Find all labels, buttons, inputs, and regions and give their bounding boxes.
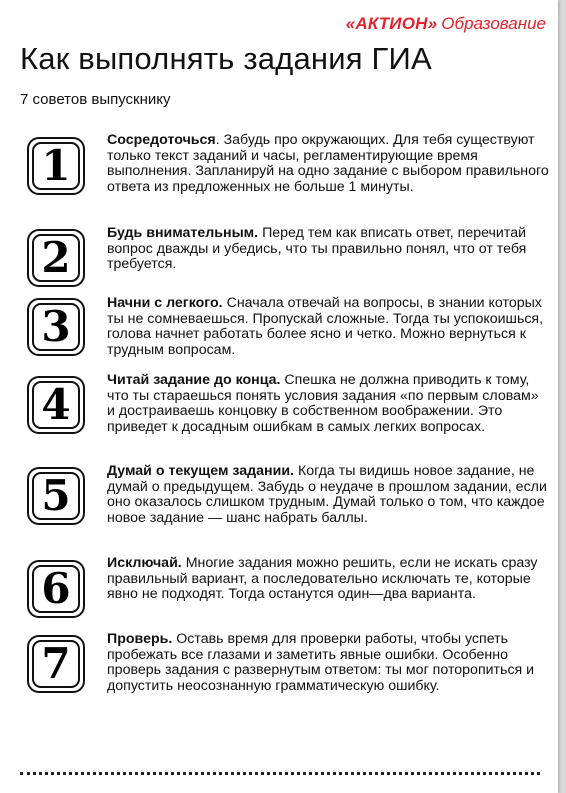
tip-body: . Забудь про окружающих. Для тебя существуют только текст заданий и часы, регламентирующие время выполнения. Запланируй на одно задание с выбором правильного ответа из предложенных не больше 1 минуты.	[107, 132, 549, 195]
tip-number: 2	[32, 234, 80, 282]
tip-body: Сначала отвечай на вопросы, в знании которых ты не сомневаешься. Пропускай сложные. Тогда ты успокоишься, голова начнет работать более ясно и четко. Можно вернуться к трудным вопросам.	[107, 295, 544, 358]
tip-number-badge	[27, 560, 85, 618]
tip-body: Оставь время для проверки работы, чтобы успеть пробежать все глазами и заметить явные ошибки. Особенно проверь задания с развернутым ответом: ты мог поторопиться и допустить неосознанную грамматическую ошибку.	[107, 631, 535, 694]
tip-body: Спешка не должна приводить к тому, что ты стараешься понять условия задания «по первым словам» и достраиваешь концовку в собственном воображении. Это приведет к досадным ошибкам в самых легких вопросах.	[107, 372, 539, 435]
tip-text	[107, 226, 550, 273]
tip-text	[107, 556, 550, 603]
tip-text	[107, 296, 550, 358]
tip-number: 1	[32, 142, 80, 190]
tip-heading: Будь внимательным.	[107, 225, 259, 241]
brand-logo-name: «АКТИОН»	[345, 14, 438, 33]
tip-heading: Думай о текущем задании.	[107, 463, 295, 479]
tip-text	[107, 464, 550, 526]
dotted-divider	[20, 772, 540, 775]
tip-number: 5	[32, 472, 80, 520]
brand-logo	[346, 14, 546, 34]
tip-number: 3	[32, 303, 80, 351]
tip-text	[107, 373, 550, 435]
tip-number-badge	[27, 229, 85, 287]
tip-heading: Проверь.	[107, 631, 173, 647]
brand-section: Образование	[441, 14, 546, 33]
tip-number-badge	[27, 376, 85, 434]
tip-number-badge	[27, 467, 85, 525]
tip-heading: Читай задание до конца.	[107, 372, 281, 388]
tip-number-badge	[27, 298, 85, 356]
tip-body: Перед тем как вписать ответ, перечитай вопрос дважды и убедись, что ты правильно понял, что от тебя требуется.	[107, 225, 527, 273]
tip-body: Когда ты видишь новое задание, не думай о предыдущем. Забудь о неудаче в прошлом задании, если оно оказалось слишком трудным. Думай только о том, что каждое новое задание — шанс набрать баллы.	[107, 463, 547, 526]
tip-number: 7	[32, 640, 80, 688]
tip-heading: Начни с легкого.	[107, 295, 223, 311]
tip-heading: Сосредоточься	[107, 132, 216, 148]
page-title: Как выполнять задания ГИА	[20, 41, 432, 76]
tip-number: 4	[32, 381, 80, 429]
tip-number-badge	[27, 137, 85, 195]
tip-body: Многие задания можно решить, если не искать сразу правильный вариант, а последовательно исключать те, которые явно не подходят. Тогда останутся один—два варианта.	[107, 555, 538, 603]
tip-text	[107, 133, 550, 195]
page-subtitle: 7 советов выпускнику	[20, 91, 171, 108]
tip-heading: Исключай.	[107, 555, 182, 571]
tip-number: 6	[32, 565, 80, 613]
tip-text	[107, 632, 550, 694]
tip-number-badge	[27, 635, 85, 693]
